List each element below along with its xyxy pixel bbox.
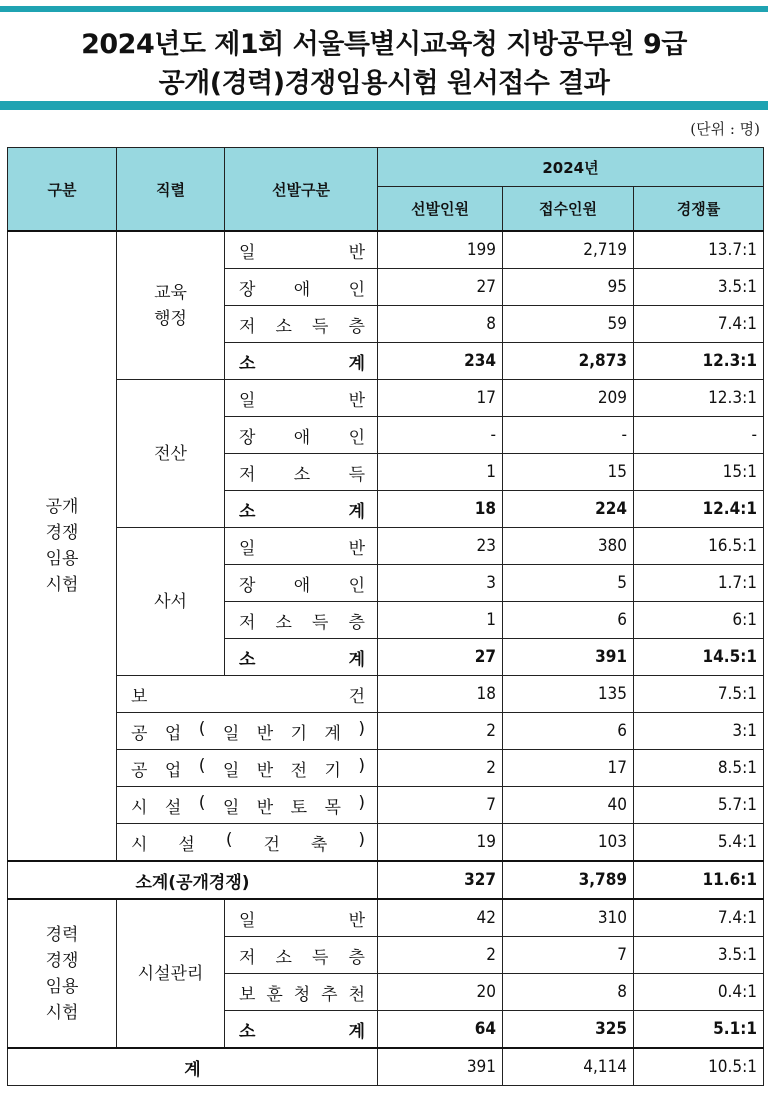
competition-ratio: 7.5:1 <box>634 676 764 713</box>
applied-count: 15 <box>503 454 634 491</box>
selection-type-cell: 저 소 득 층 <box>225 602 378 639</box>
table-row <box>8 713 764 750</box>
applied-count: 135 <box>503 676 634 713</box>
competition-ratio: 1.7:1 <box>634 565 764 602</box>
selected-count: 42 <box>378 899 503 937</box>
header-ratio: 경쟁률 <box>634 187 764 232</box>
competition-ratio: 3.5:1 <box>634 269 764 306</box>
applied-count: 40 <box>503 787 634 824</box>
selection-type-cell: 공 업 ( 일 반 기 계 ) <box>117 713 378 750</box>
selected-count: 3 <box>378 565 503 602</box>
applied-count: 5 <box>503 565 634 602</box>
competition-ratio: 8.5:1 <box>634 750 764 787</box>
competition-ratio: 11.6:1 <box>634 861 764 899</box>
selected-count: 1 <box>378 602 503 639</box>
competition-ratio: 15:1 <box>634 454 764 491</box>
applied-count: 224 <box>503 491 634 528</box>
header-year: 2024년 <box>378 148 764 187</box>
selection-type-cell: 일 반 <box>225 380 378 417</box>
grand-total-label: 계 <box>8 1048 378 1086</box>
table-row <box>8 787 764 824</box>
table-row <box>8 824 764 862</box>
applied-count: 2,873 <box>503 343 634 380</box>
bottom-accent-bar <box>0 101 768 110</box>
selection-type-cell: 장 애 인 <box>225 417 378 454</box>
selected-count: 20 <box>378 974 503 1011</box>
selected-count: 199 <box>378 231 503 269</box>
applied-count: 2,719 <box>503 231 634 269</box>
table-row <box>8 750 764 787</box>
applied-count: 95 <box>503 269 634 306</box>
selected-count: 18 <box>378 676 503 713</box>
header-category: 구분 <box>8 148 117 232</box>
selection-type-cell: 장 애 인 <box>225 565 378 602</box>
applied-count: 6 <box>503 713 634 750</box>
selection-type-cell: 시 설 ( 일 반 토 목 ) <box>117 787 378 824</box>
grand-total-row <box>8 1048 764 1086</box>
open-total-label: 소계(공개경쟁) <box>8 861 378 899</box>
applied-count: 8 <box>503 974 634 1011</box>
table-row <box>8 380 764 417</box>
selection-type-cell: 소 계 <box>225 639 378 676</box>
competition-ratio: 6:1 <box>634 602 764 639</box>
selection-type-cell: 일 반 <box>225 231 378 269</box>
selected-count: 18 <box>378 491 503 528</box>
competition-ratio: 14.5:1 <box>634 639 764 676</box>
competition-ratio: 16.5:1 <box>634 528 764 565</box>
header-selected: 선발인원 <box>378 187 503 232</box>
applied-count: 59 <box>503 306 634 343</box>
position-facility-mgmt: 시설관리 <box>117 899 225 1048</box>
competition-ratio: 5.4:1 <box>634 824 764 862</box>
applied-count: 17 <box>503 750 634 787</box>
applied-count: 6 <box>503 602 634 639</box>
competition-ratio: 5.1:1 <box>634 1011 764 1049</box>
open-competition-total-row <box>8 861 764 899</box>
position-edu-admin: 교육 행정 <box>117 231 225 380</box>
applied-count: 103 <box>503 824 634 862</box>
selected-count: 7 <box>378 787 503 824</box>
page-title: 2024년도 제1회 서울특별시교육청 지방공무원 9급 <box>81 29 687 60</box>
applied-count: 4,114 <box>503 1048 634 1086</box>
group-career-competition: 경력 경쟁 임용 시험 <box>8 899 117 1048</box>
table-row <box>8 231 764 269</box>
selection-type-cell: 공 업 ( 일 반 전 기 ) <box>117 750 378 787</box>
selection-type-cell: 일 반 <box>225 899 378 937</box>
position-librarian: 사서 <box>117 528 225 676</box>
table-row <box>8 899 764 937</box>
selected-count: 23 <box>378 528 503 565</box>
selected-count: 8 <box>378 306 503 343</box>
selection-type-cell: 장 애 인 <box>225 269 378 306</box>
selection-type-cell: 보 훈 청 추 천 <box>225 974 378 1011</box>
applied-count: 3,789 <box>503 861 634 899</box>
page-subtitle: 공개(경력)경쟁임용시험 원서접수 결과 <box>158 68 610 99</box>
selected-count: 19 <box>378 824 503 862</box>
top-accent-bar <box>0 6 768 12</box>
results-table <box>7 147 764 1086</box>
applied-count: 380 <box>503 528 634 565</box>
selected-count: 2 <box>378 750 503 787</box>
competition-ratio: 7.4:1 <box>634 899 764 937</box>
selected-count: 17 <box>378 380 503 417</box>
selection-type-cell: 소 계 <box>225 491 378 528</box>
header-selection: 선발구분 <box>225 148 378 232</box>
selection-type-cell: 일 반 <box>225 528 378 565</box>
selection-type-cell: 저 소 득 층 <box>225 937 378 974</box>
selection-type-cell: 소 계 <box>225 343 378 380</box>
table-row <box>8 528 764 565</box>
selection-type-cell: 저 소 득 층 <box>225 306 378 343</box>
competition-ratio: 12.3:1 <box>634 380 764 417</box>
competition-ratio: 5.7:1 <box>634 787 764 824</box>
competition-ratio: 12.4:1 <box>634 491 764 528</box>
selected-count: 27 <box>378 269 503 306</box>
competition-ratio: 10.5:1 <box>634 1048 764 1086</box>
header-position: 직렬 <box>117 148 225 232</box>
selected-count: 234 <box>378 343 503 380</box>
selected-count: 64 <box>378 1011 503 1049</box>
header-applied: 접수인원 <box>503 187 634 232</box>
competition-ratio: 13.7:1 <box>634 231 764 269</box>
group-open-competition: 공개 경쟁 임용 시험 <box>8 231 117 861</box>
applied-count: 310 <box>503 899 634 937</box>
table-row <box>8 676 764 713</box>
selection-type-cell: 소 계 <box>225 1011 378 1049</box>
selected-count: 1 <box>378 454 503 491</box>
applied-count: 391 <box>503 639 634 676</box>
selected-count: 2 <box>378 713 503 750</box>
selected-count: - <box>378 417 503 454</box>
selection-type-cell: 보 건 <box>117 676 378 713</box>
selected-count: 27 <box>378 639 503 676</box>
applied-count: 325 <box>503 1011 634 1049</box>
competition-ratio: - <box>634 417 764 454</box>
position-computer: 전산 <box>117 380 225 528</box>
selection-type-cell: 시 설 ( 건 축 ) <box>117 824 378 862</box>
competition-ratio: 3.5:1 <box>634 937 764 974</box>
unit-note: (단위 : 명) <box>690 120 760 138</box>
applied-count: 209 <box>503 380 634 417</box>
selection-type-cell: 저 소 득 <box>225 454 378 491</box>
competition-ratio: 3:1 <box>634 713 764 750</box>
competition-ratio: 12.3:1 <box>634 343 764 380</box>
selected-count: 2 <box>378 937 503 974</box>
selected-count: 327 <box>378 861 503 899</box>
competition-ratio: 7.4:1 <box>634 306 764 343</box>
competition-ratio: 0.4:1 <box>634 974 764 1011</box>
selected-count: 391 <box>378 1048 503 1086</box>
applied-count: 7 <box>503 937 634 974</box>
applied-count: - <box>503 417 634 454</box>
